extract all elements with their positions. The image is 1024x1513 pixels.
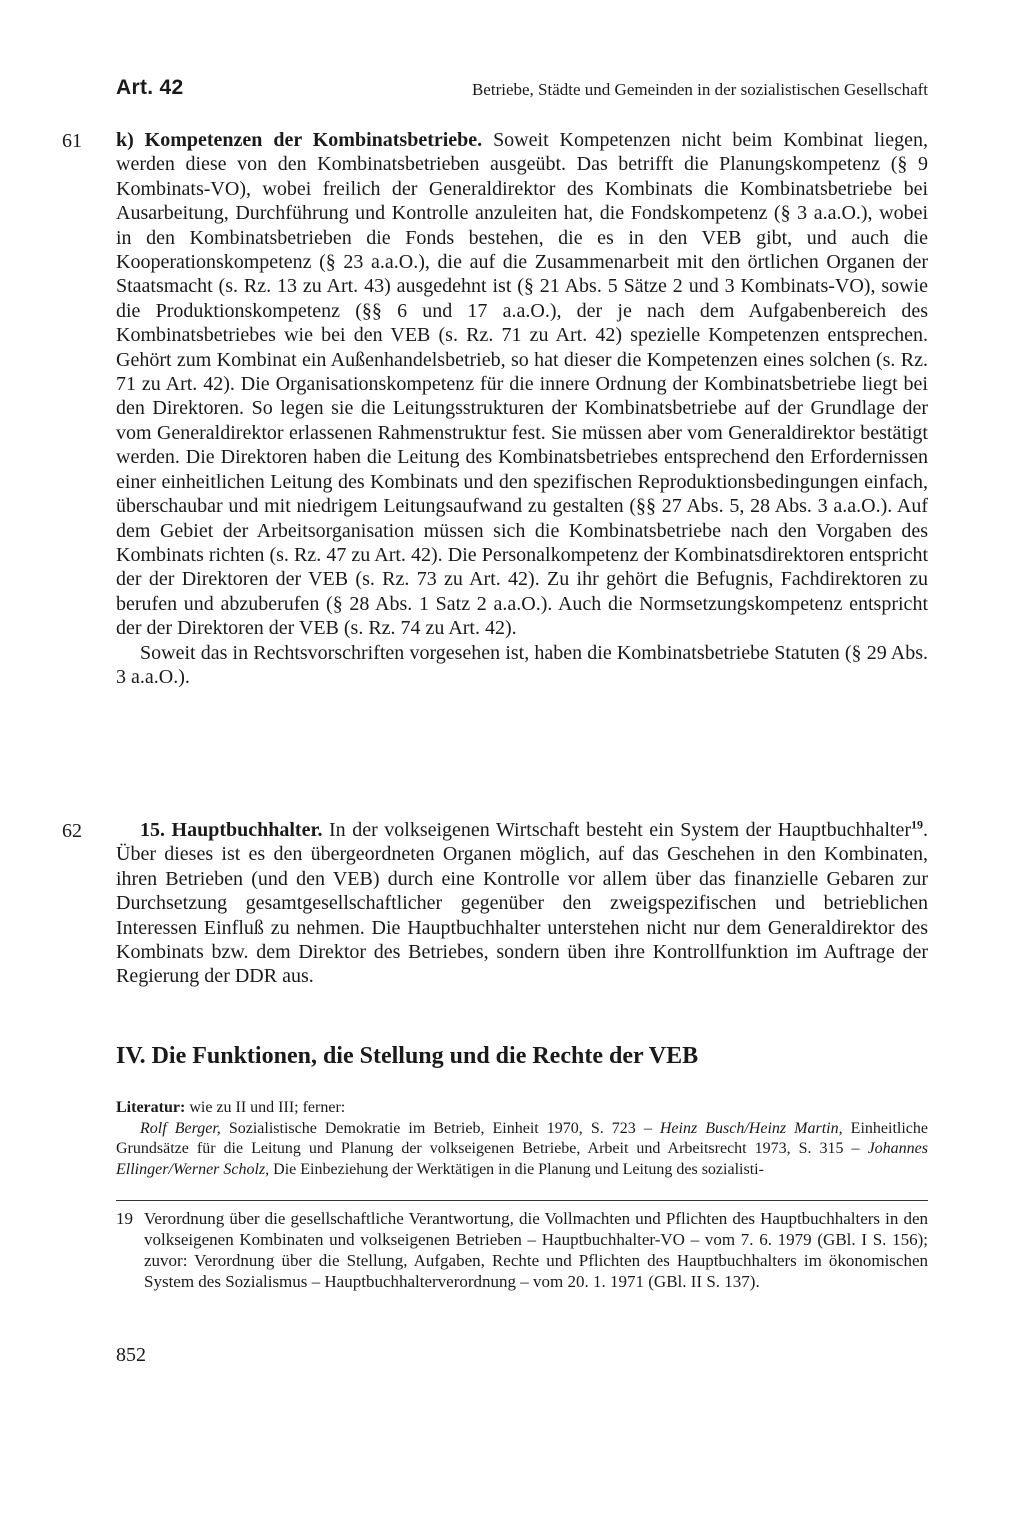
footnote-separator (116, 1200, 928, 1201)
paragraph-62 (116, 818, 928, 989)
paragraph-61-lead: k) Kompetenzen der Kombinatsbetriebe. (116, 129, 483, 151)
paragraph-61 (116, 128, 928, 689)
section-heading-iv: IV. Die Funktionen, die Stellung und die Rechte der VEB (116, 1043, 699, 1069)
paragraph-61-text: Soweit Kompetenzen nicht beim Kombinat liegen, werden diese von den Kombinatsbetrieben ausgeübt. Das betrifft die Planungskompetenz (§ 9 Kombinats-VO), wobei freilich der Generaldirektor des Kombinats die Kombinatsbetriebe bei Ausarbeitung, Durchführung und Kontrolle anzuleiten hat, die Fondskompetenz (§ 3 a.a.O.), wobei in den Kombinatsbetrieben die Fonds bestehen, die es in den VEB gibt, und auch die Kooperationskompetenz (§ 23 a.a.O.), die auf die Zusammenarbeit mit den örtlichen Organen der Staatsmacht (s. Rz. 13 zu Art. 43) ausgedehnt ist (§ 21 Abs. 5 Sätze 2 und 3 Kombinats-VO), sowie die Produktionskompetenz (§§ 6 und 17 a.a.O.), der je nach dem Aufgabenbereich des Kombinatsbetriebes wie bei den VEB (s. Rz. 71 zu Art. 42) spezielle Kompetenzen entsprechen. Gehört zum Kombinat ein Außenhandelsbetrieb, so hat dieser die Kompetenzen eines solchen (s. Rz. 71 zu Art. 42). Die Organisationskompetenz für die innere Ordnung der Kombinatsbetriebe liegt bei den Direktoren. So legen sie die Leitungsstrukturen der Kombinatsbetriebe auf der Grundlage der vom Generaldirektor erlassenen Rahmenstruktur fest. Sie müssen aber vom Generaldirektor bestätigt werden. Die Direktoren haben die Leitung des Kombinatsbetriebes entsprechend den Erfordernissen einer einheitlichen Leitung des Kombinats und den spezifischen Reproduktionsbedingungen einfach, überschaubar und mit niedrigem Leitungsaufwand zu gestalten (§§ 27 Abs. 5, 28 Abs. 3 a.a.O.). Auf dem Gebiet der Arbeitsorganisation müssen sich die Kombinatsbetriebe nach den Vorgaben des Kombinats richten (s. Rz. 47 zu Art. 42). Die Personalkompetenz der Kombinatsdirektoren entspricht der der Direktoren der VEB (s. Rz. 73 zu Art. 42). Zu ihr gehört die Befugnis, Fachdirektoren zu berufen und abzuberufen (§ 28 Abs. 1 Satz 2 a.a.O.). Auch die Normsetzungskompetenz entspricht der der Direktoren der VEB (s. Rz. 74 zu Art. 42). (116, 129, 928, 640)
article-header: Art. 42 (116, 76, 184, 99)
footnote-text: Verordnung über die gesellschaftliche Verantwortung, die Vollmachten und Pflichten des Hauptbuchhalters in den volkseigenen Kombinaten und volkseigenen Betrieben – Hauptbuchhalter-VO – vom 7. 6. 1979 (GBl. I S. 156); zuvor: Verordnung über die Stellung, Aufgaben, Rechte und Pflichten des Hauptbuchhalters im ökonomischen System des Sozialismus – Hauptbuchhalterverordnung – vom 20. 1. 1971 (GBl. II S. 137). (144, 1209, 928, 1291)
paragraph-62-text-b: . Über dieses ist es den übergeordneten Organen möglich, auf das Geschehen in den Kombinaten, ihren Betrieben (und den VEB) durch eine Kontrolle vor allem über das finanzielle Gebaren zur Durchsetzung gesamtgesellschaftlicher gegenüber den zweigspezifischen und betrieblichen Interessen Einfluß zu nehmen. Die Hauptbuchhalter unterstehen nicht nur dem Generaldirektor des Kombinats bzw. dem Direktor des Betriebes, sondern üben ihre Kontrollfunktion im Auftrage der Regierung der DDR aus. (116, 819, 929, 988)
paragraph-61-continuation: Soweit das in Rechtsvorschriften vorgesehen ist, haben die Kombinatsbetriebe Statuten (§ 29 Abs. 3 a.a.O.). (116, 641, 928, 688)
literature-author-1: Rolf Berger, (140, 1119, 221, 1137)
footnote-reference-19[interactable]: 19 (911, 817, 924, 832)
literature-title-2: Einheitliche Grundsätze für die Leitung und Planung der volkseigenen Betriebe, Arbeit und Arbeitsrecht 1973, S. 315 – (116, 1119, 928, 1157)
paragraph-62-lead: 15. Hauptbuchhalter. (140, 819, 323, 841)
literature-block (116, 1098, 928, 1180)
literature-author-2: Heinz Busch/Heinz Martin, (659, 1119, 843, 1137)
margin-number-62: 62 (62, 820, 82, 842)
margin-number-61: 61 (62, 130, 82, 152)
running-title: Betriebe, Städte und Gemeinden in der sozialistischen Gesellschaft (471, 80, 928, 99)
literature-author-3: Johannes Ellinger/Werner Scholz, (116, 1140, 928, 1178)
page-number: 852 (116, 1344, 146, 1366)
literature-entries (116, 1119, 928, 1181)
literature-label: Literatur: (116, 1099, 186, 1116)
footnote-19 (116, 1208, 928, 1292)
literature-title-3: Die Einbeziehung der Werktätigen in die Planung und Leitung des sozialisti- (269, 1160, 764, 1178)
footnote-number: 19 (116, 1209, 133, 1228)
paragraph-62-text-a: In der volkseigenen Wirtschaft besteht ein System der Hauptbuchhalter (322, 819, 912, 841)
literature-title-1: Sozialistische Demokratie im Betrieb, Einheit 1970, S. 723 – (220, 1119, 660, 1137)
literature-intro: wie zu II und III; ferner: (185, 1099, 346, 1116)
